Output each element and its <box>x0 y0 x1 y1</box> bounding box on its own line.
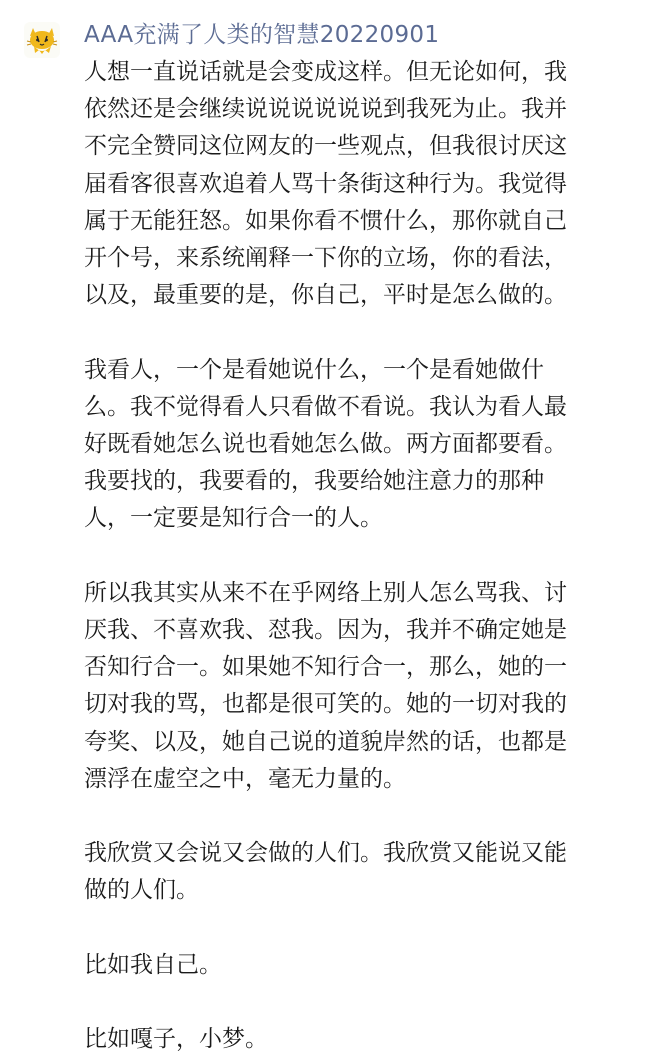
paragraph-6: 比如嘎子，小梦。 <box>84 1026 268 1053</box>
paragraph-3: 所以我其实从来不在乎网络上别人怎么骂我、讨 厌我、不喜欢我、怼我。因为，我并不确定她是 否知行合一。如果她不知行合一，那么，她的一 切对我的骂，也都是很可笑的。她的一切对我的 夸奖、以及，她自己说的道貌岸然的话，也都是 漂浮在虚空之中，毫无力量的。 <box>84 579 567 792</box>
paragraph-1: 人想一直说话就是会变成这样。但无论如何，我 依然还是会继续说说说说说说到我死为止。我并 不完全赞同这位网友的一些观点，但我很讨厌这 届看客很喜欢追着人骂十条街这种行为。我觉得 属于无能狂怒。如果你看不惯什么，那你就自己 开个号，来系统阐释一下你的立场，你的看法， 以及，最重要的是，你自己，平时是怎么做的。 <box>84 59 567 309</box>
post-body <box>84 54 636 1058</box>
paragraph-4: 我欣赏又会说又会做的人们。我欣赏又能说又能 做的人们。 <box>84 840 567 904</box>
paragraph-2: 我看人，一个是看她说什么，一个是看她做什 么。我不觉得看人只看做不看说。我认为看人最 好既看她怎么说也看她怎么做。两方面都要看。 我要找的，我要看的，我要给她注意力的那种 人，一定要是知行合一的人。 <box>84 356 567 532</box>
author-name[interactable]: AAA充满了人类的智慧20220901 <box>84 22 440 48</box>
tiger-cat-icon <box>24 22 60 58</box>
avatar[interactable] <box>24 22 60 58</box>
paragraph-5: 比如我自己。 <box>84 951 222 978</box>
